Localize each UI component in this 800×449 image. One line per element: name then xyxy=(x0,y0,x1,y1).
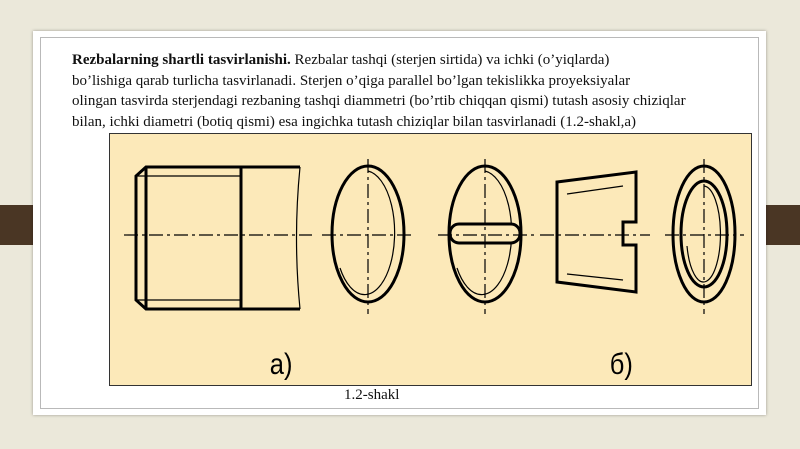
rod-end-view xyxy=(322,159,415,314)
label-b: б) xyxy=(609,347,633,381)
body-paragraph xyxy=(72,50,766,132)
line1-text: Rezbalar tashqi (sterjen sirtida) va ichki (o’yiqlarda) xyxy=(294,52,610,68)
nut-end-view xyxy=(665,159,744,314)
paragraph-line-4: bilan, ichki diametri (botiq qismi) esa ingichka tutash chiziqlar bilan tasvirlanadi (1.2-shakl,a) xyxy=(72,113,637,130)
paragraph-line-1 xyxy=(72,50,766,71)
section-heading: Rezbalarning shartli tasvirlanishi. xyxy=(72,52,291,68)
rod-side-view xyxy=(124,167,312,309)
figure-caption: 1.2-shakl xyxy=(344,387,400,403)
paragraph-line-2: bo’lishiga qarab turlicha tasvirlanadi. Sterjen o’qiga parallel bo’lgan tekislikka proyeksiyalar xyxy=(72,72,631,89)
paragraph-line-3: olingan tasvirda sterjendagi rezbaning tashqi diammetri (bo’rtib chiqqan qismi) tutash asosiy chiziqlar xyxy=(72,93,686,109)
thread-drawing-svg xyxy=(110,134,753,387)
nut-side-view xyxy=(540,172,650,292)
slotted-end-view xyxy=(438,159,534,314)
thread-drawing-figure xyxy=(109,133,752,386)
label-a: а) xyxy=(269,347,293,381)
